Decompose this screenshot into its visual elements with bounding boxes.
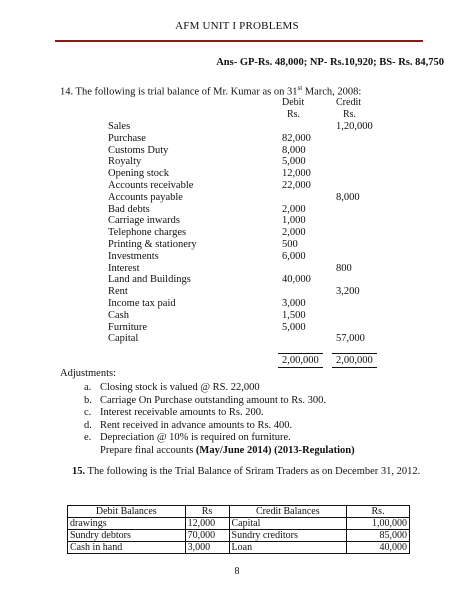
ledger-item: Interest	[108, 262, 140, 274]
table-cell: Cash in hand	[68, 542, 186, 554]
question-15-heading	[72, 466, 420, 477]
table-row	[68, 518, 410, 530]
exam-reference: (May/June 2014) (2013-Regulation)	[195, 445, 355, 456]
adjustment-letter: e.	[84, 432, 92, 444]
debit-rs-label: Rs.	[287, 109, 301, 120]
ledger-item: Accounts receivable	[108, 180, 194, 191]
adjustment-letter: b.	[84, 394, 92, 406]
debit-amount: 1,500	[282, 309, 306, 321]
table-header-cell: Rs	[185, 506, 229, 518]
page-header: AFM UNIT I PROBLEMS	[175, 20, 299, 32]
ledger-item: Carriage inwards	[108, 215, 181, 227]
table-cell: Capital	[229, 518, 347, 530]
ledger-item: Land and Buildings	[108, 274, 191, 286]
question-14-text: 14. The following is trial balance of Mr. Kumar as on 31	[60, 86, 298, 98]
debit-amount: 6,000	[282, 250, 306, 262]
trial-balance-table	[67, 505, 410, 554]
table-cell: drawings	[68, 518, 186, 530]
table-cell: 3,000	[185, 542, 229, 554]
debit-amount: 12,000	[282, 168, 311, 180]
table-cell: 12,000	[185, 518, 229, 530]
credit-amount: 3,200	[336, 286, 360, 298]
debit-amount: 2,000	[282, 227, 306, 239]
question-15-text: The following is the Trial Balance of Sriram Traders as on December 31, 2012.	[85, 466, 421, 477]
table-cell: 70,000	[185, 530, 229, 542]
credit-total-rule-top	[332, 353, 377, 354]
credit-column-header: Credit	[336, 97, 361, 108]
credit-amount: 8,000	[336, 191, 360, 203]
adjustment-text: Carriage On Purchase outstanding amount to Rs. 300.	[100, 394, 327, 406]
date-superscript: st	[297, 84, 303, 92]
answer-line: Ans- GP-Rs. 48,000; NP- Rs.10,920; BS- Rs. 84,750	[216, 57, 444, 68]
debit-amount: 22,000	[282, 180, 311, 191]
ledger-item: Purchase	[108, 132, 146, 144]
adjustment-text: Depreciation @ 10% is required on furniture.	[100, 432, 291, 444]
credit-amount: 57,000	[336, 333, 365, 345]
table-cell: 40,000	[347, 542, 410, 554]
ledger-item: Bad debts	[108, 203, 150, 215]
ledger-item: Printing & stationery	[108, 239, 197, 250]
credit-total-rule-bottom	[332, 367, 377, 368]
header-rule	[55, 40, 423, 42]
ledger-item: Cash	[108, 309, 129, 321]
ledger-item: Furniture	[108, 321, 148, 333]
table-header-cell: Credit Balances	[229, 506, 347, 518]
ledger-item: Capital	[108, 333, 139, 345]
final-accounts-text: Prepare final accounts	[100, 445, 196, 456]
table-cell: 1,00,000	[347, 518, 410, 530]
table-row	[68, 530, 410, 542]
table-cell: Sundry creditors	[229, 530, 347, 542]
ledger-item: Customs Duty	[108, 144, 169, 156]
adjustment-text: Interest receivable amounts to Rs. 200.	[100, 407, 264, 419]
adjustment-letter: c.	[84, 407, 92, 419]
ledger-item: Income tax paid	[108, 298, 176, 309]
ledger-item: Investments	[108, 250, 159, 262]
debit-amount: 8,000	[282, 144, 306, 156]
table-header-cell: Debit Balances	[68, 506, 186, 518]
final-accounts-instruction	[100, 444, 355, 457]
question-14-text-end: March, 2008:	[302, 86, 362, 98]
table-cell: Sundry debtors	[68, 530, 186, 542]
trial-balance-table-body	[68, 518, 410, 554]
debit-amount: 1,000	[282, 215, 306, 227]
table-cell: Loan	[229, 542, 347, 554]
debit-column-header: Debit	[282, 97, 305, 108]
debit-total: 2,00,000	[282, 355, 319, 366]
ledger-item: Telephone charges	[108, 227, 187, 239]
credit-rs-label: Rs.	[343, 109, 357, 120]
adjustment-letter: d.	[84, 419, 92, 431]
question-15-number: 15.	[72, 466, 86, 477]
debit-amount: 40,000	[282, 274, 311, 286]
table-row	[68, 542, 410, 554]
adjustment-text: Rent received in advance amounts to Rs. 400.	[100, 419, 293, 431]
debit-amount: 5,000	[282, 156, 306, 168]
ledger-item: Sales	[108, 121, 131, 132]
credit-amount: 800	[336, 262, 352, 274]
debit-amount: 5,000	[282, 321, 306, 333]
ledger-item: Royalty	[108, 156, 142, 168]
ledger-item: Accounts payable	[108, 191, 183, 203]
debit-total-rule-top	[278, 353, 323, 354]
credit-total: 2,00,000	[336, 355, 373, 366]
table-header-cell: Rs.	[347, 506, 410, 518]
adjustments-title: Adjustments:	[60, 368, 117, 379]
adjustment-text: Closing stock is valued @ RS. 22,000	[100, 382, 260, 393]
ledger-item: Opening stock	[108, 168, 169, 180]
debit-amount: 82,000	[282, 132, 311, 144]
table-header-row	[68, 506, 410, 518]
page-number: 8	[234, 566, 240, 577]
adjustment-letter: a.	[84, 382, 92, 393]
credit-amount: 1,20,000	[336, 121, 373, 132]
debit-amount: 3,000	[282, 298, 306, 309]
debit-amount: 2,000	[282, 203, 306, 215]
table-cell: 85,000	[347, 530, 410, 542]
debit-amount: 500	[282, 239, 298, 250]
debit-total-rule-bottom	[278, 367, 323, 368]
question-14-heading	[60, 84, 361, 98]
ledger-item: Rent	[108, 286, 128, 298]
